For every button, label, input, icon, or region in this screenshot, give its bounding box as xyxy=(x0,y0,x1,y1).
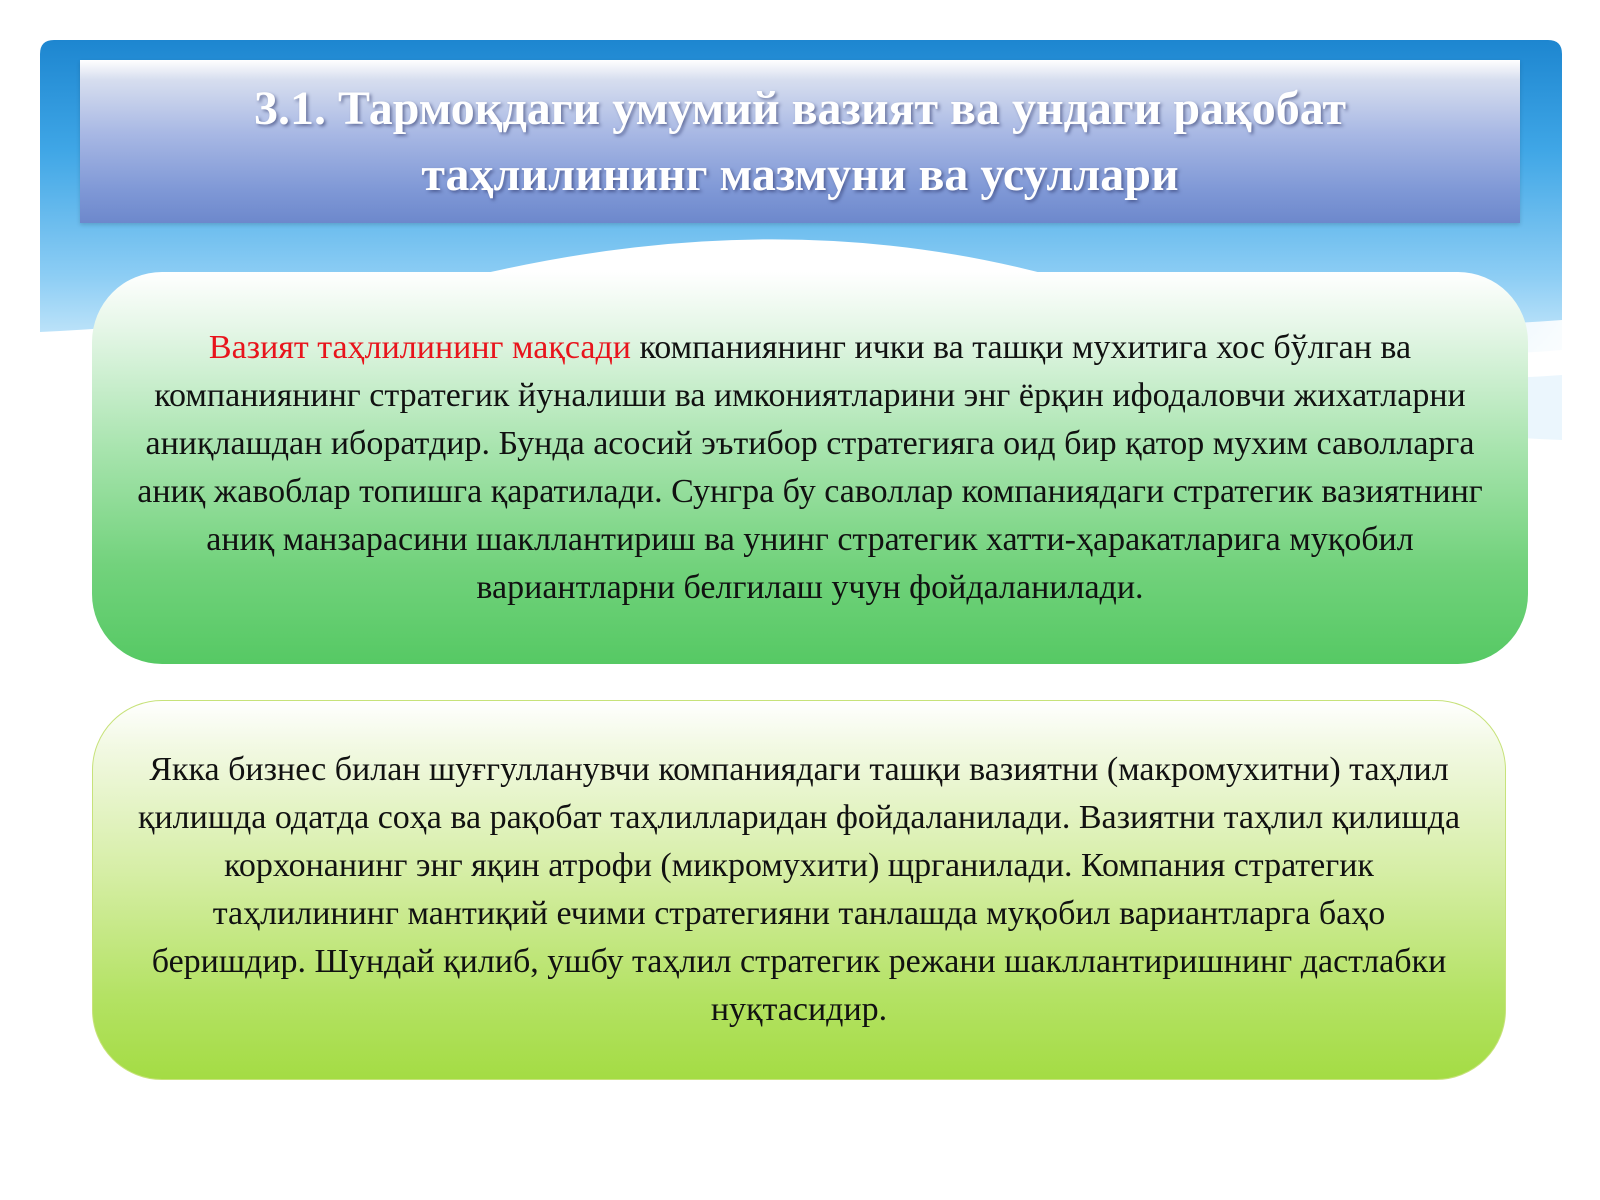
title-bar xyxy=(80,60,1520,223)
purpose-highlight: Вазият таҳлилининг мақсади xyxy=(208,329,631,366)
analysis-paragraph: Якка бизнес билан шуғгулланувчи компаниядаги ташқи вазиятни (макромухитни) таҳлил қилишда одатда соҳа ва рақобат таҳлилларидан фойдаланилади. Вазиятни таҳлил қилишда корхонанинг энг яқин атрофи (микромухити) щрганилади. Компания стратегик таҳлилининг мантиқий ечими стратегияни танлашда муқобил вариантларга баҳо беришдир. Шундай қилиб, ушбу таҳлил стратегик режани шакллантиришнинг дастлабки нуқтасидир. xyxy=(137,751,1461,1028)
analysis-text-block xyxy=(92,700,1506,1080)
purpose-text-block xyxy=(92,272,1528,664)
slide-title: 3.1. Тармоқдаги умумий вазият ва ундаги рақобат таҳлилининг мазмуни ва усуллари xyxy=(253,81,1347,201)
purpose-paragraph xyxy=(132,324,1488,612)
purpose-body-text: компаниянинг ички ва ташқи мухитига хос бўлган ва компаниянинг стратегик йуналиши ва имкониятларини энг ёрқин ифодаловчи жихатларни аниқлашдан иборатдир. Бунда асосий эътибор стратегияга оид бир қатор мухим саволларга аниқ жавоблар топишга қаратилади. Сунгра бу саволлар компаниядаги стратегик вазиятнинг аниқ манзарасини шакллантириш ва унинг стратегик хатти-ҳаракатларига муқобил вариантларни белгилаш учун фойдаланилади. xyxy=(137,329,1483,606)
